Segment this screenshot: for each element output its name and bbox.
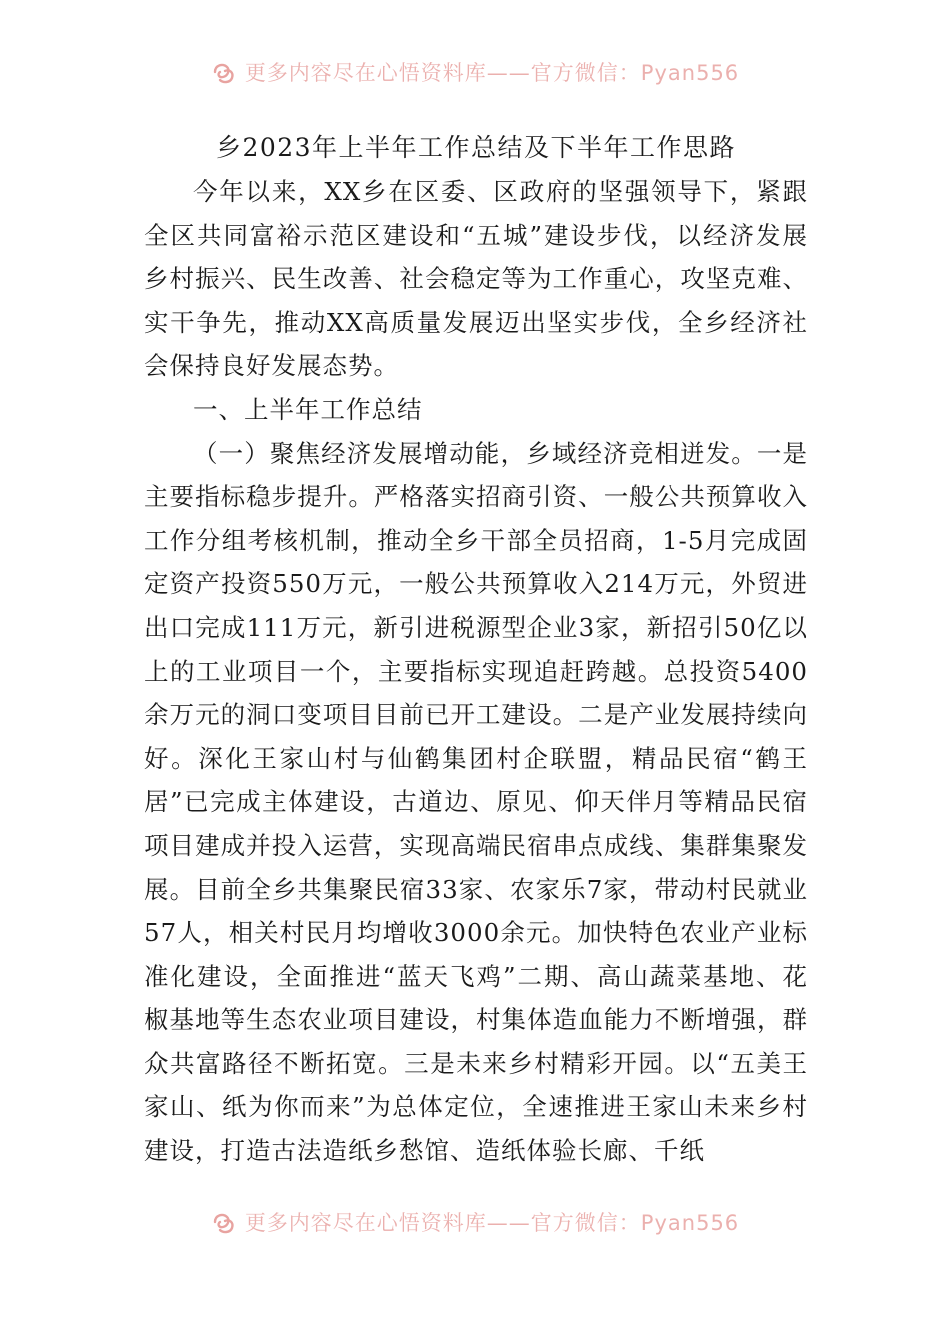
header-watermark: [0, 52, 950, 92]
footer-watermark: [0, 1202, 950, 1242]
paragraph-economy: （一）聚焦经济发展增动能，乡域经济竞相迸发。一是主要指标稳步提升。严格落实招商引资、一般公共预算收入工作分组考核机制，推动全乡干部全员招商，1-5月完成固定资产投资550万元，一般公共预算收入214万元，外贸进出口完成111万元，新引进税源型企业3家，新招引50亿以上的工业项目一个，主要指标实现追赶跨越。总投资5400余万元的洞口变项目目前已开工建设。二是产业发展持续向好。深化王家山村与仙鹤集团村企联盟，精品民宿“鹤王居”已完成主体建设，古道边、原见、仰天伴月等精品民宿项目建成并投入运营，实现高端民宿串点成线、集群集聚发展。目前全乡共集聚民宿33家、农家乐7家，带动村民就业57人，相关村民月均增收3000余元。加快特色农业产业标准化建设，全面推进“蓝天飞鸡”二期、高山蔬菜基地、花椒基地等生态农业项目建设，村集体造血能力不断增强，群众共富路径不断拓宽。三是未来乡村精彩开园。以“五美王家山、纸为你而来”为总体定位，全速推进王家山未来乡村建设，打造古法造纸乡愁馆、造纸体验长廊、千纸: [144, 438, 808, 1166]
document-title: 乡2023年上半年工作总结及下半年工作思路: [215, 133, 737, 162]
document-body: [144, 126, 808, 1173]
watermark-logo-icon: [211, 59, 237, 85]
paragraph-intro: 今年以来，XX乡在区委、区政府的坚强领导下，紧跟全区共同富裕示范区建设和“五城”建设步伐，以经济发展乡村振兴、民生改善、社会稳定等为工作重心，攻坚克难、实干争先，推动XX高质量发展迈出坚实步伐，全乡经济社会保持良好发展态势。: [144, 177, 808, 381]
watermark-text: 更多内容尽在心悟资料库——官方微信：Pyan556: [244, 61, 740, 85]
watermark-text: 更多内容尽在心悟资料库——官方微信：Pyan556: [244, 1211, 740, 1235]
section-heading: 一、上半年工作总结: [193, 394, 423, 424]
watermark-logo-icon: [211, 1209, 237, 1235]
